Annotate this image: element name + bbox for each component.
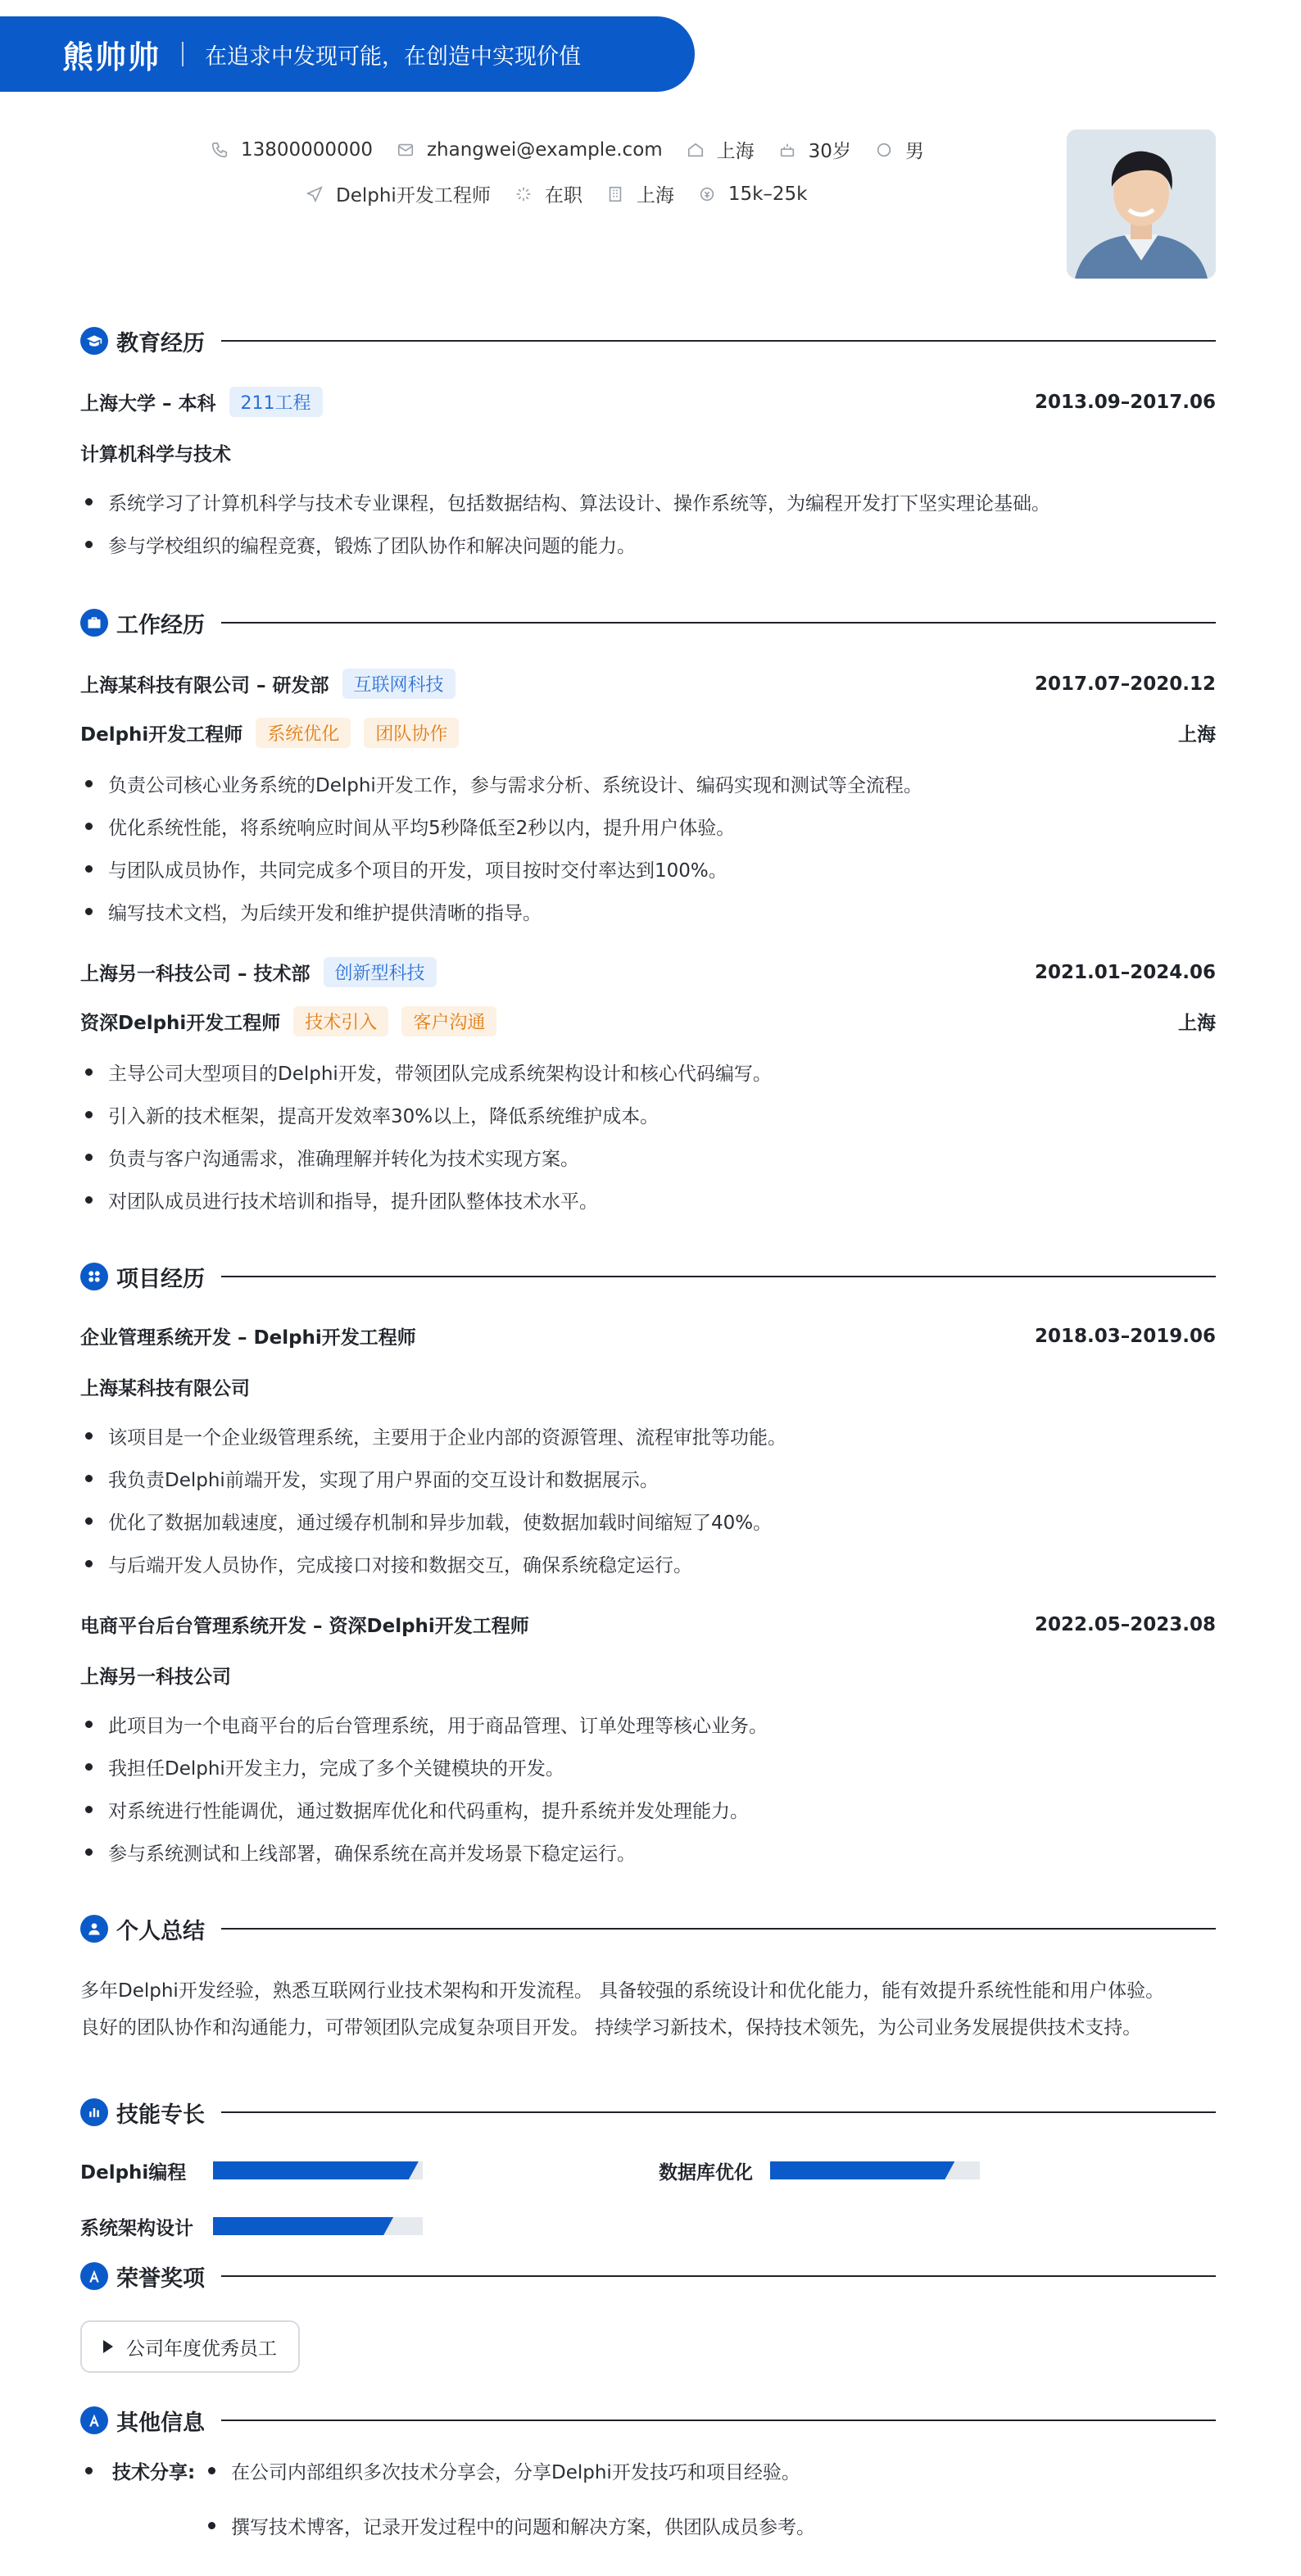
list-item: 负责公司核心业务系统的Delphi开发工作，参与需求分析、系统设计、编码实现和测试等全流程。 — [80, 762, 1227, 805]
send-icon — [305, 184, 324, 204]
work-location: 上海 — [1178, 724, 1216, 746]
briefcase-icon — [80, 609, 108, 637]
position-item — [305, 180, 491, 207]
section-rule — [221, 1276, 1216, 1277]
list-item: 主导公司大型项目的Delphi开发，带领团队完成系统架构设计和核心代码编写。 — [80, 1050, 1227, 1093]
status-text: 在职 — [544, 185, 583, 206]
salary-item — [697, 184, 808, 205]
skill-item — [659, 2155, 1011, 2186]
salary-text: 15k–25k — [728, 183, 808, 205]
other-list — [203, 2461, 815, 2547]
list-item: 优化系统性能，将系统响应时间从平均5秒降低至2秒以内，提升用户体验。 — [80, 805, 1227, 847]
section-title-awards: 荣誉奖项 — [116, 2265, 205, 2292]
gender-text: 男 — [904, 141, 924, 162]
user-icon — [80, 1915, 108, 1943]
work-location: 上海 — [1178, 1013, 1216, 1034]
project-company: 上海某科技有限公司 — [80, 1378, 250, 1399]
loading-icon — [514, 184, 533, 204]
phone-item — [210, 139, 373, 161]
award-icon — [80, 2262, 108, 2290]
skill-bar-fill — [213, 2217, 393, 2235]
list-item: 编写技术文档，为后续开发和维护提供清晰的指导。 — [80, 890, 1227, 932]
project-period: 2018.03–2019.06 — [1034, 1325, 1216, 1347]
work-industry-tag: 创新型科技 — [324, 957, 437, 987]
section-work — [80, 606, 1216, 639]
profile-photo — [1067, 129, 1216, 279]
list-item: 此项目为一个电商平台的后台管理系统，用于商品管理、订单处理等核心业务。 — [80, 1703, 1227, 1745]
skill-bar-fill — [213, 2161, 419, 2179]
education-major-row — [80, 439, 1216, 466]
list-item: 系统学习了计算机科学与技术专业课程，包括数据结构、算法设计、操作系统等，为编程开发打下坚实理论基础。 — [80, 480, 1227, 523]
building-icon — [605, 184, 625, 204]
work-skill-tag: 系统优化 — [256, 718, 351, 748]
other-label — [80, 2461, 196, 2483]
cake-icon — [777, 140, 797, 160]
list-item: 与团队成员协作，共同完成多个项目的开发，项目按时交付率达到100%。 — [80, 847, 1227, 890]
position-text: Delphi开发工程师 — [336, 185, 491, 206]
phone-text: 13800000000 — [241, 138, 373, 161]
other-label-text: 技术分享: — [112, 2461, 196, 2483]
education-period: 2013.09–2017.06 — [1034, 391, 1216, 413]
home-icon — [686, 140, 705, 160]
status-item — [514, 180, 583, 207]
gender-icon — [874, 140, 894, 160]
name-banner — [0, 16, 695, 92]
list-item: 该项目是一个企业级管理系统，主要用于企业内部的资源管理、流程审批等功能。 — [80, 1414, 1227, 1457]
summary-line: 良好的团队协作和沟通能力，可带领团队完成复杂项目开发。 持续学习新技术，保持技术领先，为公司业务发展提供技术支持。 — [80, 2017, 1142, 2039]
section-title-education: 教育经历 — [116, 330, 205, 356]
section-title-summary: 个人总结 — [116, 1918, 205, 1944]
skill-item — [80, 2211, 433, 2242]
list-item: 我负责Delphi前端开发，实现了用户界面的交互设计和数据展示。 — [80, 1457, 1227, 1499]
list-item: 撰写技术博客，记录开发过程中的问题和解决方案，供团队成员参考。 — [203, 2504, 815, 2547]
section-education — [80, 324, 1216, 357]
phone-icon — [210, 140, 229, 160]
work-1-bullets — [80, 762, 1227, 932]
list-item: 对团队成员进行技术培训和指导，提升团队整体技术水平。 — [80, 1178, 1227, 1221]
section-title-work: 工作经历 — [116, 612, 205, 638]
award-chip — [80, 2320, 300, 2373]
skill-name: Delphi编程 — [80, 2161, 187, 2184]
section-summary — [80, 1912, 1216, 1945]
list-item: 参与系统测试和上线部署，确保系统在高并发场景下稳定运行。 — [80, 1830, 1227, 1873]
work-2-bullets — [80, 1050, 1227, 1221]
target-city-item — [605, 180, 674, 207]
work-2-role-row — [80, 1006, 1216, 1036]
list-item: 对系统进行性能调优，通过数据库优化和代码重构，提升系统并发处理能力。 — [80, 1788, 1227, 1830]
list-item: 优化了数据加载速度，通过缓存机制和异步加载，使数据加载时间缩短了40%。 — [80, 1499, 1227, 1542]
project-1-bullets — [80, 1414, 1227, 1585]
section-rule — [221, 340, 1216, 342]
city-text: 上海 — [716, 141, 755, 162]
skill-item — [80, 2155, 433, 2186]
section-title-skills: 技能专长 — [116, 2102, 205, 2128]
project-1-company-row — [80, 1373, 1216, 1400]
school-tag: 211工程 — [229, 387, 323, 417]
play-triangle-icon — [103, 2340, 113, 2353]
list-item: 在公司内部组织多次技术分享会，分享Delphi开发技巧和项目经验。 — [203, 2461, 815, 2479]
section-other — [80, 2404, 1216, 2437]
section-rule — [221, 1928, 1216, 1930]
city-item — [686, 136, 755, 163]
banner-divider — [182, 42, 184, 66]
education-bullets — [80, 480, 1227, 565]
section-projects — [80, 1260, 1216, 1293]
award-text: 公司年度优秀员工 — [126, 2338, 277, 2360]
education-major: 计算机科学与技术 — [80, 444, 231, 465]
email-item — [396, 139, 663, 161]
project-2-bullets — [80, 1703, 1227, 1873]
skill-bar — [213, 2217, 423, 2235]
summary-line: 多年Delphi开发经验，熟悉互联网行业技术架构和开发流程。 具备较强的系统设计和优化能力，能有效提升系统性能和用户体验。 — [80, 1980, 1165, 2002]
work-industry-tag: 互联网科技 — [342, 669, 456, 699]
gender-item — [874, 136, 924, 163]
coin-icon — [697, 184, 717, 204]
work-role: Delphi开发工程师 — [80, 724, 243, 746]
work-skill-tag: 客户沟通 — [401, 1006, 496, 1036]
info-icon — [80, 2406, 108, 2434]
work-company: 上海某科技有限公司 – 研发部 — [80, 675, 329, 696]
mail-icon — [396, 140, 415, 160]
work-role: 资深Delphi开发工程师 — [80, 1013, 281, 1034]
work-skill-tag: 技术引入 — [293, 1006, 388, 1036]
work-period: 2021.01–2024.06 — [1034, 961, 1216, 983]
list-item: 引入新的技术框架，提高开发效率30%以上，降低系统维护成本。 — [80, 1093, 1227, 1136]
project-2-company-row — [80, 1662, 1216, 1689]
project-company: 上海另一科技公司 — [80, 1667, 231, 1688]
list-item: 与后端开发人员协作，完成接口对接和数据交互，确保系统稳定运行。 — [80, 1542, 1227, 1585]
project-2-header — [80, 1611, 1216, 1638]
work-2-header — [80, 957, 1216, 987]
bar-chart-icon — [80, 2098, 108, 2126]
section-rule — [221, 622, 1216, 624]
section-rule — [221, 2275, 1216, 2277]
school-name: 上海大学 – 本科 — [80, 393, 216, 415]
candidate-slogan: 在追求中发现可能，在创造中实现价值 — [205, 43, 582, 70]
grid-icon — [80, 1263, 108, 1290]
section-rule — [221, 2111, 1216, 2113]
project-title: 企业管理系统开发 – Delphi开发工程师 — [80, 1327, 416, 1349]
age-item — [777, 136, 851, 163]
skill-bar — [770, 2161, 980, 2179]
age-text: 30岁 — [808, 141, 851, 162]
section-title-other: 其他信息 — [116, 2410, 205, 2436]
work-1-header — [80, 669, 1216, 699]
skill-bar — [213, 2161, 423, 2179]
work-1-role-row — [80, 718, 1216, 748]
section-title-projects: 项目经历 — [116, 1266, 205, 1292]
skill-name: 系统架构设计 — [80, 2217, 193, 2239]
project-1-header — [80, 1322, 1216, 1349]
work-skill-tag: 团队协作 — [364, 718, 459, 748]
section-rule — [221, 2420, 1216, 2421]
project-period: 2022.05–2023.08 — [1034, 1613, 1216, 1635]
work-period: 2017.07–2020.12 — [1034, 673, 1216, 695]
email-text: zhangwei@example.com — [426, 138, 663, 161]
job-intent-row — [305, 180, 831, 207]
skill-bar-fill — [770, 2161, 954, 2179]
list-item: 参与学校组织的编程竞赛，锻炼了团队协作和解决问题的能力。 — [80, 523, 1227, 565]
graduation-cap-icon — [80, 327, 108, 355]
target-city-text: 上海 — [636, 185, 674, 206]
section-skills — [80, 2096, 1216, 2129]
list-item: 负责与客户沟通需求，准确理解并转化为技术实现方案。 — [80, 1136, 1227, 1178]
contact-row — [210, 136, 947, 163]
skill-name: 数据库优化 — [659, 2161, 753, 2184]
summary-text — [80, 1973, 1227, 2047]
education-header — [80, 387, 1216, 417]
section-awards — [80, 2260, 1216, 2293]
work-company: 上海另一科技公司 – 技术部 — [80, 964, 311, 985]
list-item: 我担任Delphi开发主力，完成了多个关键模块的开发。 — [80, 1745, 1227, 1788]
project-title: 电商平台后台管理系统开发 – 资深Delphi开发工程师 — [80, 1616, 529, 1637]
candidate-name: 熊帅帅 — [62, 39, 161, 75]
